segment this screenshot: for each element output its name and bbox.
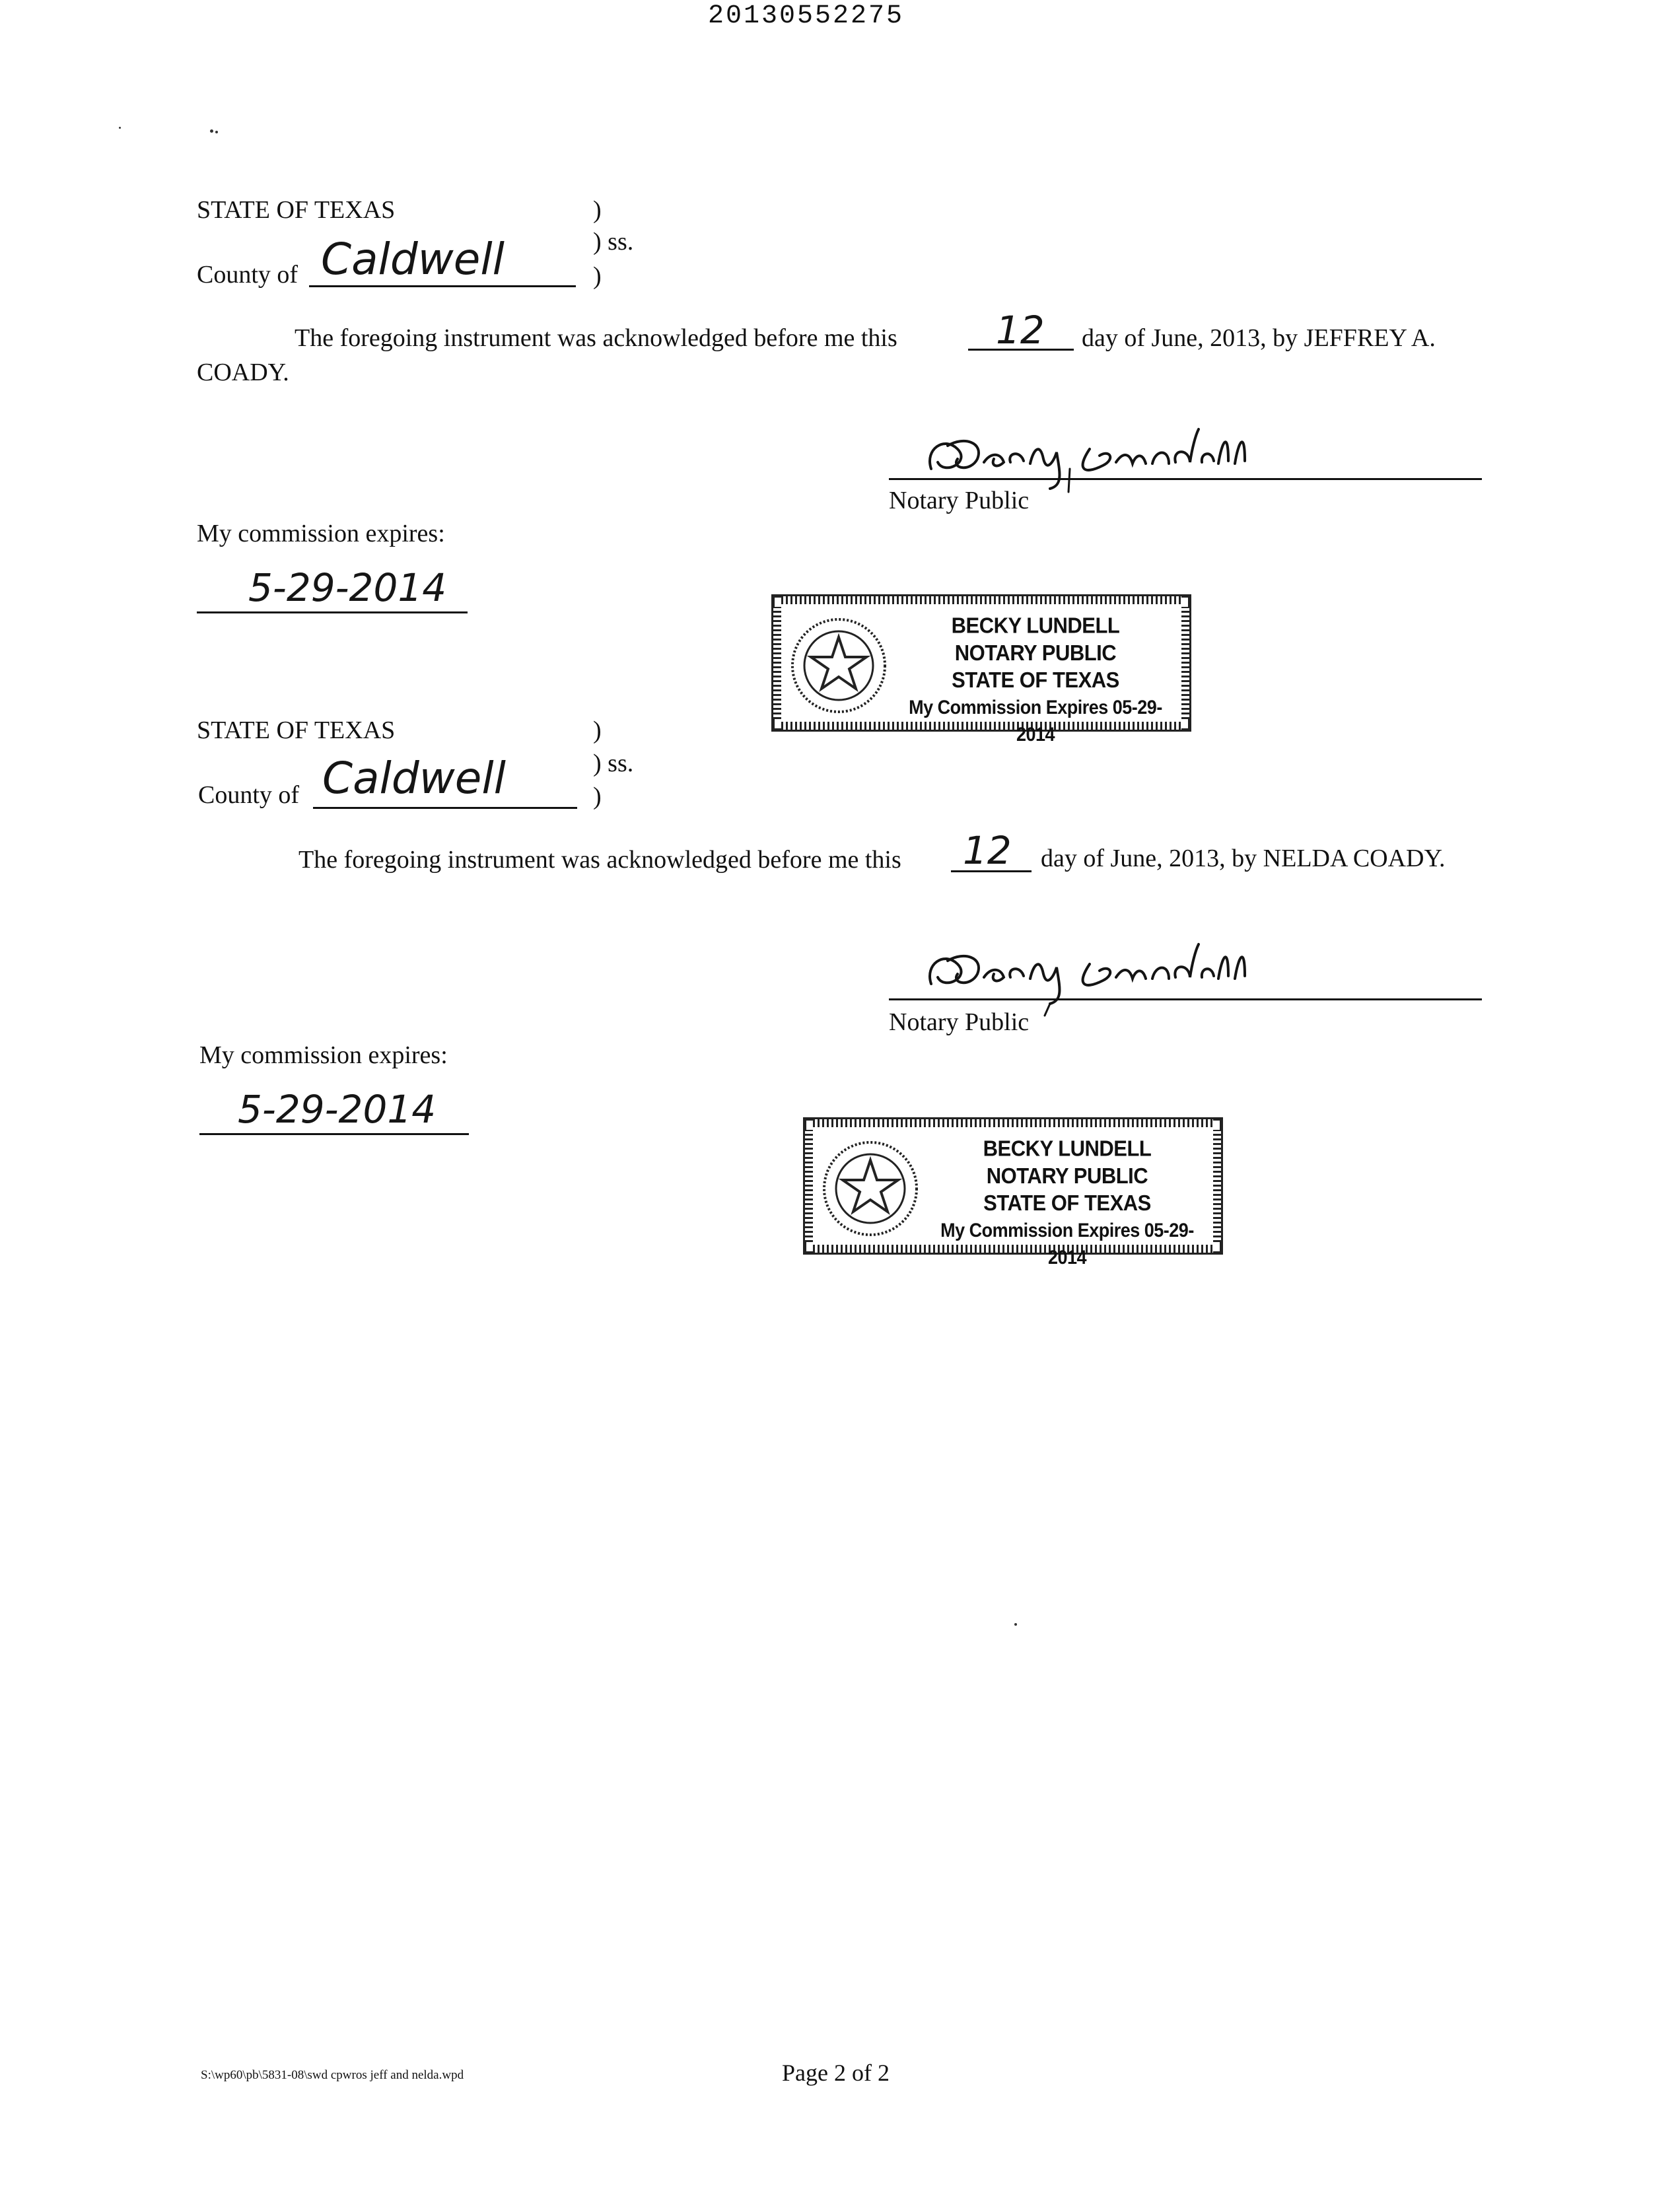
scan-speck <box>210 129 213 133</box>
stamp-state: STATE OF TEXAS <box>983 1190 1151 1216</box>
scan-speck <box>215 131 218 133</box>
paren-ss: ) ss. <box>593 749 634 777</box>
stamp-border-hatch <box>773 607 781 719</box>
stamp-title: NOTARY PUBLIC <box>954 640 1117 666</box>
stamp-name: BECKY LUNDELL <box>983 1136 1152 1162</box>
stamp-title: NOTARY PUBLIC <box>986 1163 1148 1189</box>
ack-suffix: day of June, 2013, by NELDA COADY. <box>1041 845 1446 872</box>
scan-speck <box>119 127 121 129</box>
county-handwritten: Caldwell <box>322 753 507 804</box>
stamp-border-hatch <box>805 1130 813 1242</box>
paren-top: ) <box>593 196 602 224</box>
texas-star-seal-icon <box>821 1139 920 1238</box>
county-label: County of <box>198 781 300 809</box>
scan-speck <box>1014 1623 1017 1626</box>
signature-line <box>889 998 1482 1000</box>
notary-label: Notary Public <box>889 1008 1030 1036</box>
county-underline <box>309 285 576 287</box>
county-handwritten: Caldwell <box>321 234 505 285</box>
commission-label: My commission expires: <box>197 520 445 547</box>
notary-stamp <box>771 594 1191 746</box>
county-label: County of <box>197 261 298 289</box>
paren-top: ) <box>593 716 602 744</box>
notary-stamp <box>803 1117 1223 1268</box>
texas-star-seal-icon <box>789 616 888 715</box>
paren-ss: ) ss. <box>593 228 634 256</box>
commission-label: My commission expires: <box>199 1041 448 1069</box>
signature-line <box>889 478 1482 480</box>
ack-prefix: The foregoing instrument was acknowledged before me this <box>295 324 897 352</box>
stamp-expiry: My Commission Expires 05-29-2014 <box>940 1219 1194 1268</box>
county-underline <box>313 807 577 809</box>
stamp-border-hatch <box>1181 607 1189 719</box>
commission-underline <box>197 611 468 613</box>
commission-date-handwritten: 5-29-2014 <box>238 1087 437 1132</box>
state-heading: STATE OF TEXAS <box>197 716 396 744</box>
stamp-border-hatch <box>1213 1130 1221 1242</box>
stamp-border-hatch <box>781 596 1181 604</box>
ack-continuation: COADY. <box>197 359 289 386</box>
footer-file-path: S:\wp60\pb\5831-08\swd cpwros jeff and nelda.wpd <box>201 2068 464 2082</box>
notary-signature <box>918 423 1288 495</box>
stamp-name: BECKY LUNDELL <box>951 613 1120 639</box>
commission-underline <box>199 1133 469 1135</box>
stamp-state: STATE OF TEXAS <box>952 667 1119 693</box>
ack-day-handwritten: 12 <box>963 828 1012 873</box>
document-number: 20130552275 <box>708 1 905 31</box>
paren-bottom: ) <box>593 262 602 290</box>
stamp-expiry: My Commission Expires 05-29-2014 <box>909 696 1162 746</box>
stamp-border-hatch <box>813 1119 1213 1127</box>
notary-label: Notary Public <box>889 487 1030 514</box>
ack-suffix: day of June, 2013, by JEFFREY A. <box>1082 324 1436 352</box>
ack-prefix: The foregoing instrument was acknowledged before me this <box>298 846 901 874</box>
paren-bottom: ) <box>593 782 602 810</box>
commission-date-handwritten: 5-29-2014 <box>248 565 447 610</box>
footer-page-number: Page 2 of 2 <box>782 2060 890 2086</box>
state-heading: STATE OF TEXAS <box>197 196 396 224</box>
ack-day-handwritten: 12 <box>996 308 1045 353</box>
